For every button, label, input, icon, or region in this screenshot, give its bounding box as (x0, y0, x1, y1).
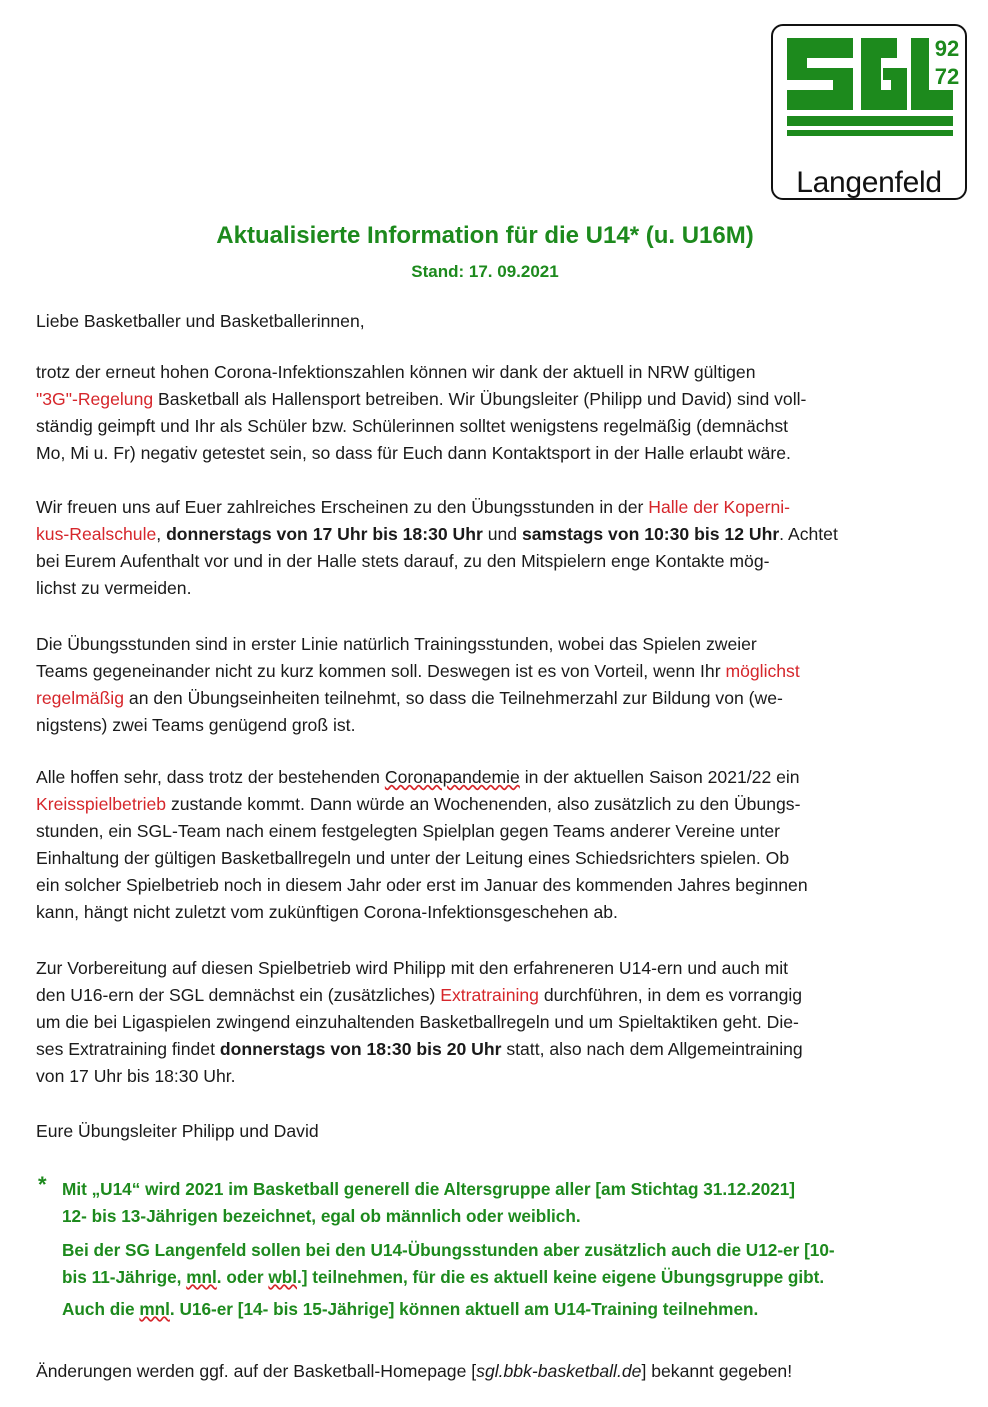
p4-underlined-word: Coronapandemie (384, 767, 520, 787)
p2-and: und (482, 524, 522, 544)
p5-line-1: Zur Vorbereitung auf diesen Spielbetrieb wird Philipp mit den erfahreneren U14-ern und auch mit (36, 958, 789, 978)
p4-line-1-text: Alle hoffen sehr, dass trotz der bestehenden (36, 767, 385, 787)
p5-highlight: Extratraining (440, 985, 539, 1005)
p5-line-4-end: statt, also nach dem Allgemeintraining (501, 1039, 803, 1059)
p5-line-2 (36, 982, 936, 1009)
p5-line-2-text: den U16-ern der SGL demnächst ein (zusätzliches) (36, 985, 441, 1005)
footnote-line-3: Bei der SG Langenfeld sollen bei den U14-Übungsstunden aber zusätzlich auch die U12-er [10- (62, 1240, 835, 1260)
p3-line-2 (36, 658, 936, 685)
p4-line-3: stunden, ein SGL-Team nach einem festgelegten Spielplan gegen Teams anderer Vereine unter (36, 821, 780, 841)
p5-line-2-end: durchführen, in dem es vorrangig (538, 985, 803, 1005)
p2-line-2-end: . Achtet (779, 524, 838, 544)
homepage-link[interactable]: sgl.bbk-basketball.de (476, 1361, 642, 1381)
p2-location-2: kus-Realschule (36, 524, 157, 544)
footnote-marker: * (38, 1172, 47, 1197)
logo-year-bottom: 72 (934, 64, 960, 89)
p4-line-6: kann, hängt nicht zuletzt vom zukünftigen Corona-Infektionsgeschehen ab. (36, 902, 618, 922)
footnote-line-5 (62, 1296, 942, 1323)
p3-highlight-1: möglichst (725, 661, 800, 681)
p2-line-4: lichst zu vermeiden. (36, 578, 192, 598)
p4-line-2 (36, 791, 936, 818)
p2-location-1: Halle der Koperni- (648, 497, 791, 517)
p4-line-2-text: zustande kommt. Dann würde an Wochenenden, also zusätzlich zu den Übungs- (166, 794, 801, 814)
signature: Eure Übungsleiter Philipp und David (36, 1121, 319, 1141)
p2-line-1 (36, 494, 936, 521)
p5-line-4 (36, 1036, 936, 1063)
footnote-abbr-mnl: mnl (186, 1267, 217, 1287)
p4-highlight: Kreisspielbetrieb (36, 794, 167, 814)
footnote-line-4-text: bis 11-Jährige, (62, 1267, 187, 1287)
p2-line-3: bei Eurem Aufenthalt vor und in der Halle stets darauf, zu den Mitspielern enge Kontakte mög- (36, 551, 770, 571)
p2-sep: , (156, 524, 167, 544)
p1-line-2 (36, 386, 936, 413)
closing-text: Änderungen werden ggf. auf der Basketball-Homepage [ (36, 1361, 477, 1381)
p3-line-3-text: an den Übungseinheiten teilnehmt, so dass die Teilnehmerzahl zur Bildung von (we- (124, 688, 783, 708)
p2-time-thursday: donnerstags von 17 Uhr bis 18:30 Uhr (166, 524, 483, 544)
p4-line-1-end: in der aktuellen Saison 2021/22 ein (519, 767, 800, 787)
p4-line-4: Einhaltung der gültigen Basketballregeln und unter der Leitung eines Schiedsrichters spielen. Ob (36, 848, 790, 868)
p3-line-3 (36, 685, 936, 712)
p1-line-3: ständig geimpft und Ihr als Schüler bzw. Schülerinnen solltet wenigstens regelmäßig (demnächst (36, 416, 789, 436)
footnote-line-2: 12- bis 13-Jährigen bezeichnet, egal ob männlich oder weiblich. (62, 1206, 581, 1226)
footnote-line-5-end: . U16-er [14- bis 15-Jährige] können aktuell am U14-Training teilnehmen. (169, 1299, 759, 1319)
p4-line-1 (36, 764, 936, 791)
greeting: Liebe Basketballer und Basketballerinnen, (36, 311, 365, 331)
logo-year-top: 92 (934, 36, 960, 61)
page-title: Aktualisierte Information für die U14* (u. U16M) (216, 222, 754, 249)
footnote-line-4 (62, 1264, 942, 1291)
p5-line-5: von 17 Uhr bis 18:30 Uhr. (36, 1066, 236, 1086)
footnote-line-1: Mit „U14“ wird 2021 im Basketball generell die Altersgruppe aller [am Stichtag 31.12.2021] (62, 1179, 795, 1199)
p4-line-5: ein solcher Spielbetrieb noch in diesem Jahr oder erst im Januar des kommenden Jahres beginnen (36, 875, 808, 895)
stand-date: Stand: 17. 09.2021 (411, 262, 559, 281)
closing-end: ] bekannt gegeben! (641, 1361, 793, 1381)
p2-line-1-text: Wir freuen uns auf Euer zahlreiches Erscheinen zu den Übungsstunden in der (36, 497, 649, 517)
p5-line-3: um die bei Ligaspielen zwingend einzuhaltenden Basketballregeln und um Spieltaktiken geht. Die- (36, 1012, 799, 1032)
p3-line-1: Die Übungsstunden sind in erster Linie natürlich Trainingsstunden, wobei das Spielen zweier (36, 634, 757, 654)
footnote-line-5-text: Auch die (62, 1299, 140, 1319)
closing-line (36, 1358, 936, 1385)
p1-line-1: trotz der erneut hohen Corona-Infektionszahlen können wir dank der aktuell in NRW gültigen (36, 362, 756, 382)
footnote-line-4-end: .] teilnehmen, für die es aktuell keine eigene Übungsgruppe gibt. (297, 1267, 825, 1287)
club-logo (771, 24, 967, 200)
p1-line-4: Mo, Mi u. Fr) negativ getestet sein, so dass für Euch dann Kontaktsport in der Halle erlaubt wäre. (36, 443, 791, 463)
logo-wordmark: Langenfeld (796, 166, 942, 199)
p2-time-saturday: samstags von 10:30 bis 12 Uhr (521, 524, 780, 544)
p3-highlight-2: regelmäßig (36, 688, 125, 708)
p3-line-2-text: Teams gegeneinander nicht zu kurz kommen soll. Deswegen ist es von Vorteil, wenn Ihr (36, 661, 726, 681)
p1-line-2-text: Basketball als Hallensport betreiben. Wir Übungsleiter (Philipp und David) sind voll- (153, 389, 807, 409)
footnote-abbr-mnl-2: mnl (139, 1299, 170, 1319)
p3-line-4: nigstens) zwei Teams genügend groß ist. (36, 715, 356, 735)
p5-line-4-text: ses Extratraining findet (36, 1039, 220, 1059)
footnote-line-4-mid: . oder (216, 1267, 269, 1287)
p2-line-2 (36, 521, 936, 548)
footnote-abbr-wbl: wbl (268, 1267, 297, 1287)
p1-highlight: "3G"-Regelung (36, 389, 154, 409)
p5-time: donnerstags von 18:30 bis 20 Uhr (219, 1039, 502, 1059)
